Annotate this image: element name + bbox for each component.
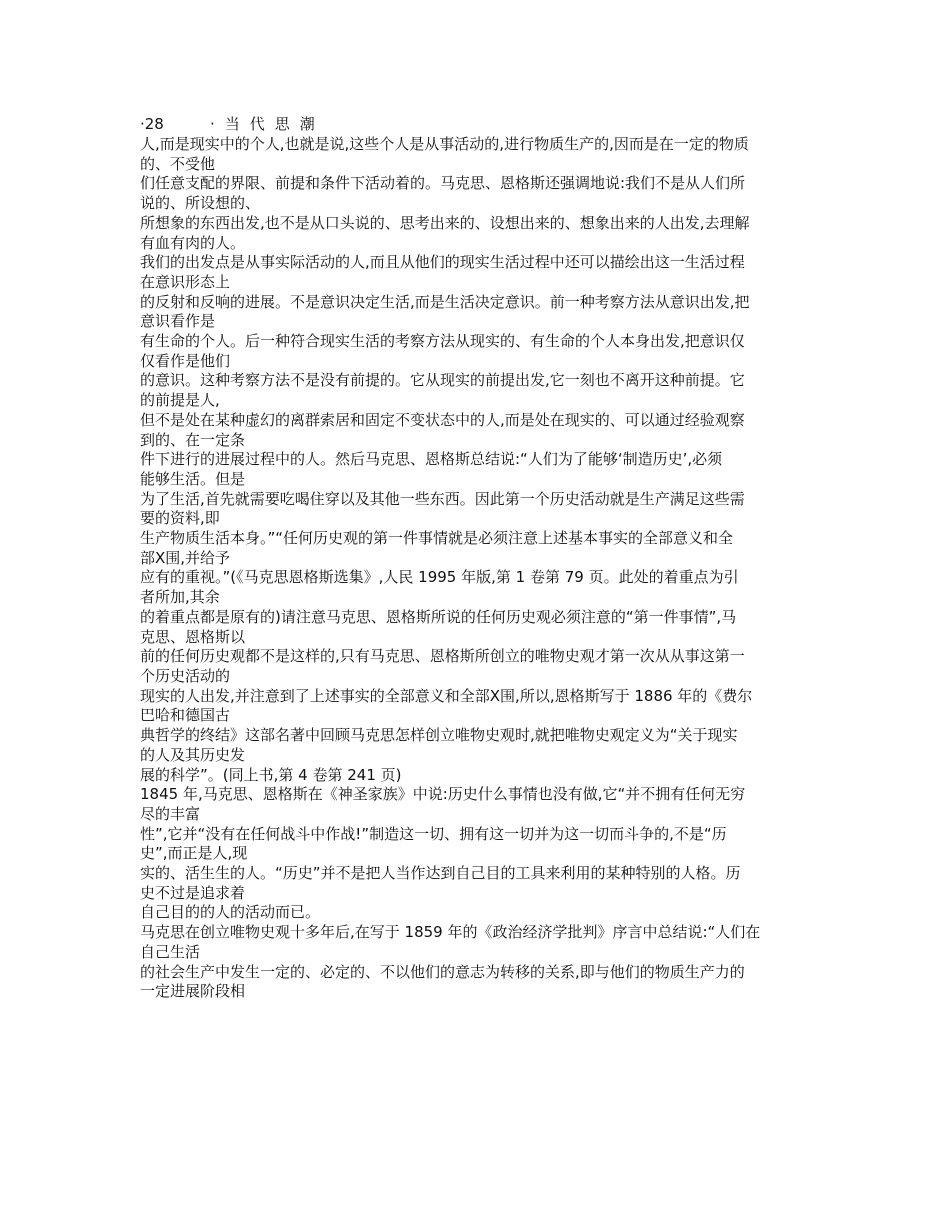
text-line: 实的、活生生的人。“历史”并不是把人当作达到自己目的工具来利用的某种特别的人格。历 — [140, 864, 741, 883]
text-line: 一定进展阶段相 — [140, 982, 246, 1001]
text-line: 者所加,其余 — [140, 588, 220, 607]
text-line: 说的、所设想的、 — [140, 194, 261, 213]
text-line: 史不过是追求着 — [140, 883, 246, 902]
text-line: 有血有肉的人。 — [140, 233, 246, 252]
text-line: 能够生活。但是 — [140, 469, 246, 488]
text-line: 所想象的东西出发,也不是从口头说的、思考出来的、设想出来的、想象出来的人出发,去理解 — [140, 213, 750, 232]
text-line: 为了生活,首先就需要吃喝住穿以及其他一些东西。因此第一个历史活动就是生产满足这些需 — [140, 489, 745, 508]
text-line: 在意识形态上 — [140, 272, 231, 291]
text-line: 1845 年,马克思、恩格斯在《神圣家族》中说:历史什么事情也没有做,它“并不拥有任何无穷 — [140, 785, 746, 804]
text-line: 的意识。这种考察方法不是没有前提的。它从现实的前提出发,它一刻也不离开这种前提。它 — [140, 371, 745, 390]
text-line: 的社会生产中发生一定的、必定的、不以他们的意志为转移的关系,即与他们的物质生产力的 — [140, 962, 745, 981]
text-line: 意识看作是 — [140, 312, 216, 331]
text-line: 巴哈和德国古 — [140, 706, 231, 725]
text-line: 的着重点都是原有的)请注意马克思、恩格斯所说的任何历史观必须注意的“第一件事情”,马 — [140, 607, 737, 626]
text-line: 展的科学”。(同上书,第 4 卷第 241 页) — [140, 765, 402, 784]
text-line: 的前提是人, — [140, 391, 220, 410]
page-number: ·28 — [140, 115, 164, 133]
text-line: 们任意支配的界限、前提和条件下活动着的。马克思、恩格斯还强调地说:我们不是从人们所 — [140, 174, 746, 193]
text-line: 我们的出发点是从事实际活动的人,而且从他们的现实生活过程中还可以描绘出这一生活过程 — [140, 253, 745, 272]
body-text — [140, 135, 815, 1002]
text-line: 但不是处在某种虚幻的离群索居和固定不变状态中的人,而是处在现实的、可以通过经验观察 — [140, 410, 745, 429]
journal-title: ·当代思潮 — [210, 115, 325, 133]
text-line: 典哲学的终结》这部名著中回顾马克思怎样创立唯物史观时,就把唯物史观定义为“关于现实 — [140, 726, 738, 745]
text-line: 的人及其历史发 — [140, 745, 246, 764]
text-line: 仅看作是他们 — [140, 351, 231, 370]
text-line: 生产物质生活本身。”“任何历史观的第一件事情就是必须注意上述基本事实的全部意义和全 — [140, 529, 734, 548]
text-line: 应有的重视。”(《马克思恩格斯选集》,人民 1995 年版,第 1 卷第 79 页。此处的着重点为引 — [140, 568, 739, 587]
text-line: 个历史活动的 — [140, 666, 231, 685]
text-line: 部Ⅹ围,并给予 — [140, 548, 231, 567]
text-line: 前的任何历史观都不是这样的,只有马克思、恩格斯所创立的唯物史观才第一次从从事这第一 — [140, 647, 745, 666]
text-line: 史”,而正是人,现 — [140, 844, 248, 863]
text-line: 人,而是现实中的个人,也就是说,这些个人是从事活动的,进行物质生产的,因而是在一定的物质 — [140, 135, 749, 153]
text-line: 马克思在创立唯物史观十多年后,在写于 1859 年的《政治经济学批判》序言中总结说:“人们在 — [140, 923, 761, 942]
text-line: 到的、在一定条 — [140, 430, 246, 449]
text-line: 有生命的个人。后一种符合现实生活的考察方法从现实的、有生命的个人本身出发,把意识仅 — [140, 332, 745, 351]
text-line: 现实的人出发,并注意到了上述事实的全部意义和全部Ⅹ围,所以,恩格斯写于 1886 年的《费尔 — [140, 686, 753, 705]
text-line: 尽的丰富 — [140, 804, 201, 823]
text-line: 的、不受他 — [140, 154, 216, 173]
text-line: 的反射和反响的进展。不是意识决定生活,而是生活决定意识。前一种考察方法从意识出发,把 — [140, 292, 750, 311]
text-line: 克思、恩格斯以 — [140, 627, 246, 646]
text-line: 自己生活 — [140, 942, 201, 961]
text-line: 件下进行的进展过程中的人。然后马克思、恩格斯总结说:“人们为了能够‘制造历史’,必须 — [140, 450, 723, 469]
text-line: 性”,它并“没有在任何战斗中作战!”制造这一切、拥有这一切并为这一切而斗争的,不是“历 — [140, 824, 727, 843]
page-header — [140, 114, 325, 134]
text-line: 自己目的的人的活动而已。 — [140, 903, 321, 922]
text-line: 要的资料,即 — [140, 509, 220, 528]
